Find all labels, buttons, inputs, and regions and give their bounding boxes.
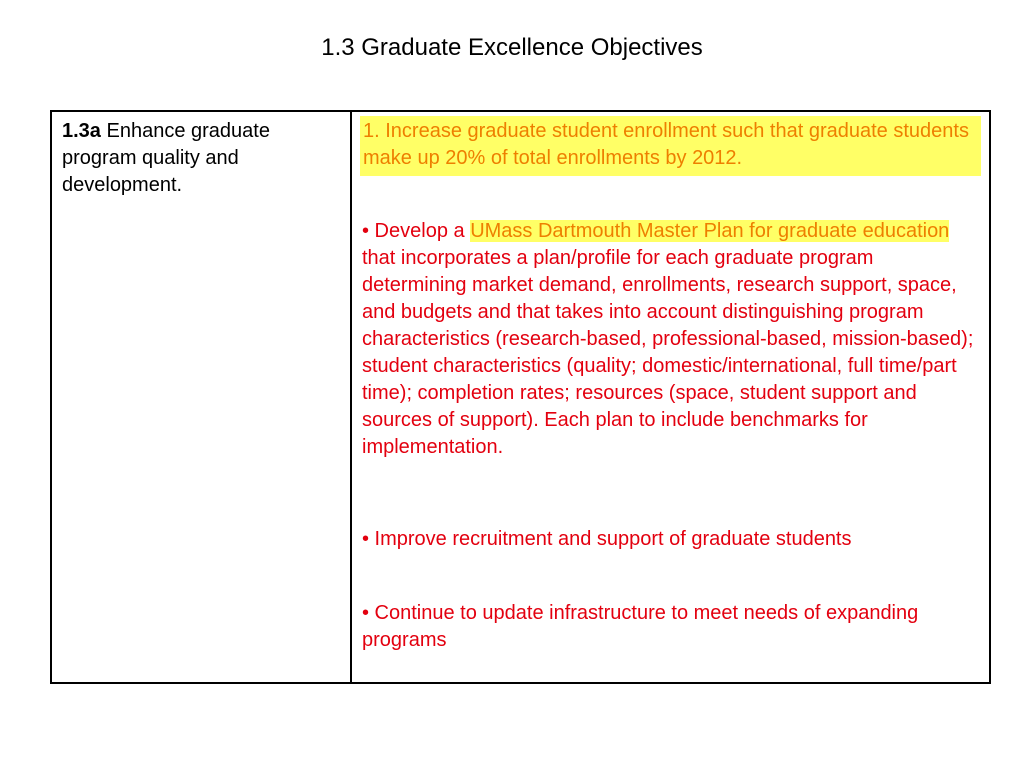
master-plan-text: that incorporates a plan/profile for each graduate program determining market demand, enrollments, research support, space, and budgets and that takes into account distinguishing program characteristics (research-based, professional-based, mission-based); student characteristics (quality; domestic/international, full time/part time); completion rates; resources (space, student support and sources of support). Each plan to include benchmarks for implementation. (362, 247, 974, 458)
page-title: 1.3 Graduate Excellence Objectives (321, 34, 703, 61)
master-plan-prefix: • Develop a (362, 220, 471, 242)
objective-recruitment: • Improve recruitment and support of graduate students (362, 528, 852, 550)
objectives-cell (352, 112, 989, 682)
goal-id: 1.3a (62, 120, 101, 142)
goal-text: Enhance graduate program quality and development. (62, 120, 270, 196)
master-plan-highlight: UMass Dartmouth Master Plan for graduate education (470, 220, 950, 242)
objective-master-plan (362, 218, 981, 461)
objective-enrollment-target: 1. Increase graduate student enrollment such that graduate students make up 20% of total enrollments by 2012. (360, 116, 981, 176)
objective-infrastructure: • Continue to update infrastructure to meet needs of expanding programs (362, 602, 919, 651)
objectives-table (50, 110, 991, 684)
goal-cell (52, 112, 352, 682)
